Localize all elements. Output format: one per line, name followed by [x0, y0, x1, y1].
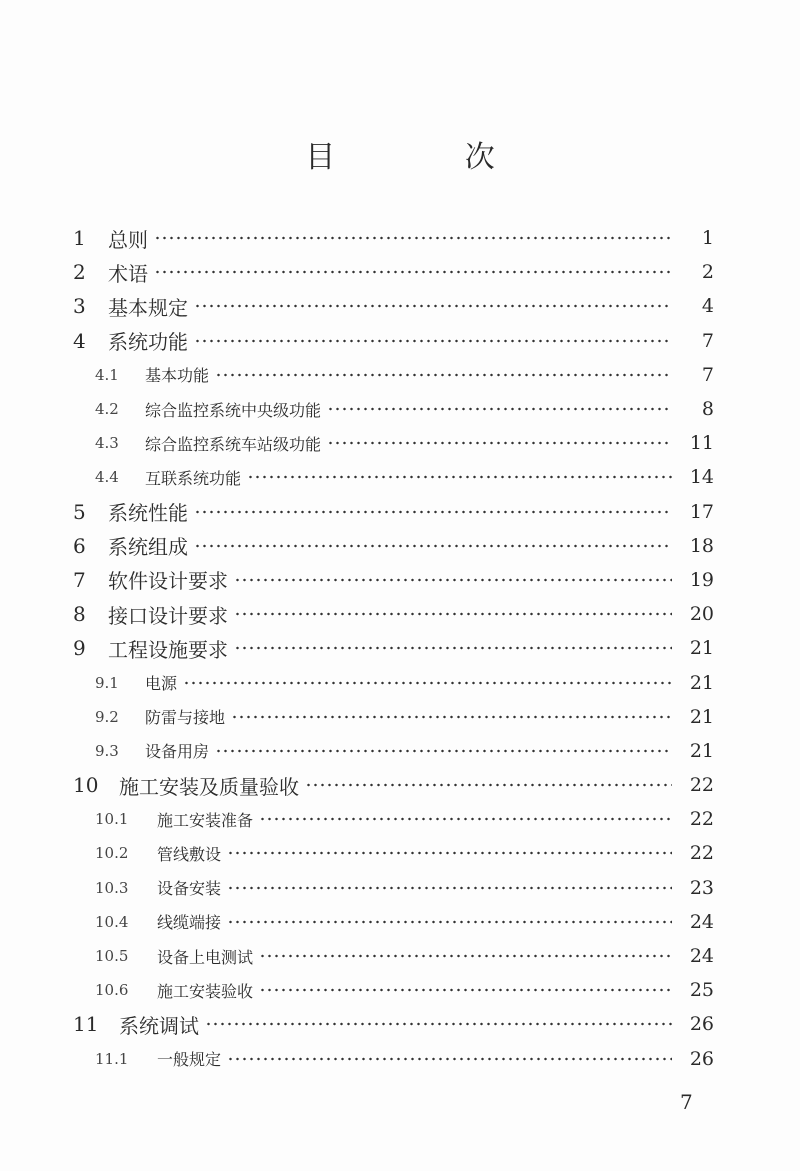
dot-leader [259, 816, 672, 822]
dot-leader [259, 953, 672, 959]
entry-title: 基本规定 [108, 295, 188, 320]
entry-number: 11 [73, 1012, 99, 1037]
entry-title: 施工安装准备 [157, 810, 254, 830]
dot-leader [194, 543, 672, 549]
entry-page: 23 [689, 876, 714, 899]
entry-page: 20 [689, 603, 714, 626]
toc-section-entry[interactable] [0, 1042, 800, 1076]
entry-page: 7 [701, 363, 714, 386]
entry-page: 2 [701, 261, 714, 284]
table-of-contents [0, 221, 800, 1076]
toc-section-entry[interactable] [0, 871, 800, 905]
toc-chapter-entry[interactable] [0, 495, 800, 529]
entry-number: 7 [73, 567, 86, 592]
entry-title: 总则 [108, 227, 148, 252]
entry-title: 综合监控系统车站级功能 [145, 434, 322, 454]
entry-number: 1 [73, 226, 86, 251]
dot-leader [205, 1021, 672, 1027]
dot-leader [227, 850, 672, 856]
dot-leader [194, 303, 672, 309]
entry-page: 21 [689, 705, 714, 728]
entry-page: 26 [689, 1013, 714, 1036]
toc-section-entry[interactable] [0, 665, 800, 699]
dot-leader [154, 269, 672, 275]
entry-title: 软件设计要求 [108, 569, 228, 594]
toc-section-entry[interactable] [0, 973, 800, 1007]
entry-page: 7 [701, 329, 714, 352]
toc-section-entry[interactable] [0, 939, 800, 973]
toc-section-entry[interactable] [0, 734, 800, 768]
entry-title: 系统功能 [108, 330, 188, 355]
entry-page: 25 [689, 979, 714, 1002]
entry-title: 施工安装验收 [157, 981, 254, 1001]
entry-number: 9.3 [95, 741, 119, 760]
entry-title: 互联系统功能 [145, 468, 242, 488]
entry-page: 21 [689, 739, 714, 762]
toc-section-entry[interactable] [0, 700, 800, 734]
dot-leader [234, 645, 672, 651]
dot-leader [231, 714, 672, 720]
dot-leader [259, 987, 672, 993]
dot-leader [327, 440, 672, 446]
entry-number: 10.6 [95, 981, 129, 1000]
toc-chapter-entry[interactable] [0, 597, 800, 631]
entry-number: 8 [73, 602, 86, 627]
entry-number: 3 [73, 294, 86, 319]
toc-chapter-entry[interactable] [0, 529, 800, 563]
entry-number: 9.2 [95, 707, 119, 726]
entry-title: 设备上电测试 [157, 947, 254, 967]
toc-chapter-entry[interactable] [0, 289, 800, 323]
entry-title: 工程设施要求 [108, 637, 228, 662]
toc-section-entry[interactable] [0, 392, 800, 426]
entry-number: 10.2 [95, 844, 129, 863]
page-title: 目 次 [305, 140, 555, 175]
toc-chapter-entry[interactable] [0, 631, 800, 665]
entry-title: 系统调试 [119, 1013, 199, 1038]
dot-leader [154, 235, 672, 241]
entry-number: 9 [73, 636, 86, 661]
entry-page: 22 [689, 808, 714, 831]
entry-title: 系统组成 [108, 535, 188, 560]
entry-page: 19 [689, 568, 714, 591]
entry-number: 6 [73, 533, 86, 558]
entry-title: 设备用房 [145, 742, 210, 762]
toc-chapter-entry[interactable] [0, 255, 800, 289]
entry-number: 10.3 [95, 878, 129, 897]
toc-chapter-entry[interactable] [0, 563, 800, 597]
dot-leader [194, 509, 672, 515]
toc-chapter-entry[interactable] [0, 1007, 800, 1041]
entry-title: 基本功能 [145, 366, 210, 386]
entry-number: 4.1 [95, 365, 119, 384]
entry-number: 4.3 [95, 434, 119, 453]
entry-title: 综合监控系统中央级功能 [145, 400, 322, 420]
entry-page: 8 [701, 398, 714, 421]
entry-page: 21 [689, 671, 714, 694]
toc-section-entry[interactable] [0, 836, 800, 870]
toc-section-entry[interactable] [0, 460, 800, 494]
entry-page: 21 [689, 637, 714, 660]
entry-title: 术语 [108, 261, 148, 286]
entry-number: 2 [73, 260, 86, 285]
entry-title: 线缆端接 [157, 913, 222, 933]
toc-section-entry[interactable] [0, 426, 800, 460]
dot-leader [227, 1056, 672, 1062]
entry-number: 4.2 [95, 400, 119, 419]
dot-leader [234, 611, 672, 617]
toc-section-entry[interactable] [0, 905, 800, 939]
entry-title: 系统性能 [108, 501, 188, 526]
entry-number: 10 [73, 773, 99, 798]
entry-number: 4 [73, 328, 86, 353]
toc-section-entry[interactable] [0, 358, 800, 392]
entry-number: 10.5 [95, 947, 129, 966]
entry-page: 22 [689, 774, 714, 797]
entry-page: 24 [689, 910, 714, 933]
entry-page: 26 [689, 1047, 714, 1070]
dot-leader [194, 338, 672, 344]
entry-title: 设备安装 [157, 879, 222, 899]
dot-leader [215, 372, 672, 378]
entry-page: 17 [689, 500, 714, 523]
entry-page: 14 [689, 466, 714, 489]
entry-title: 电源 [145, 674, 178, 694]
entry-number: 4.4 [95, 468, 119, 487]
entry-title: 防雷与接地 [145, 708, 226, 728]
entry-page: 18 [689, 534, 714, 557]
dot-leader [305, 782, 672, 788]
page-number: 7 [680, 1090, 693, 1114]
entry-title: 管线敷设 [157, 844, 222, 864]
entry-number: 10.1 [95, 810, 129, 829]
dot-leader [234, 577, 672, 583]
entry-number: 11.1 [95, 1049, 129, 1068]
entry-number: 5 [73, 499, 86, 524]
dot-leader [227, 919, 672, 925]
entry-title: 接口设计要求 [108, 603, 228, 628]
entry-page: 11 [689, 432, 714, 455]
entry-page: 1 [701, 227, 714, 250]
entry-title: 施工安装及质量验收 [119, 774, 299, 799]
entry-title: 一般规定 [157, 1050, 222, 1070]
entry-number: 9.1 [95, 673, 119, 692]
dot-leader [183, 680, 672, 686]
dot-leader [327, 406, 672, 412]
dot-leader [215, 748, 672, 754]
entry-page: 24 [689, 945, 714, 968]
toc-chapter-entry[interactable] [0, 768, 800, 802]
entry-number: 10.4 [95, 912, 129, 931]
dot-leader [247, 474, 672, 480]
toc-chapter-entry[interactable] [0, 324, 800, 358]
entry-page: 22 [689, 842, 714, 865]
toc-chapter-entry[interactable] [0, 221, 800, 255]
entry-page: 4 [701, 295, 714, 318]
dot-leader [227, 885, 672, 891]
toc-section-entry[interactable] [0, 802, 800, 836]
